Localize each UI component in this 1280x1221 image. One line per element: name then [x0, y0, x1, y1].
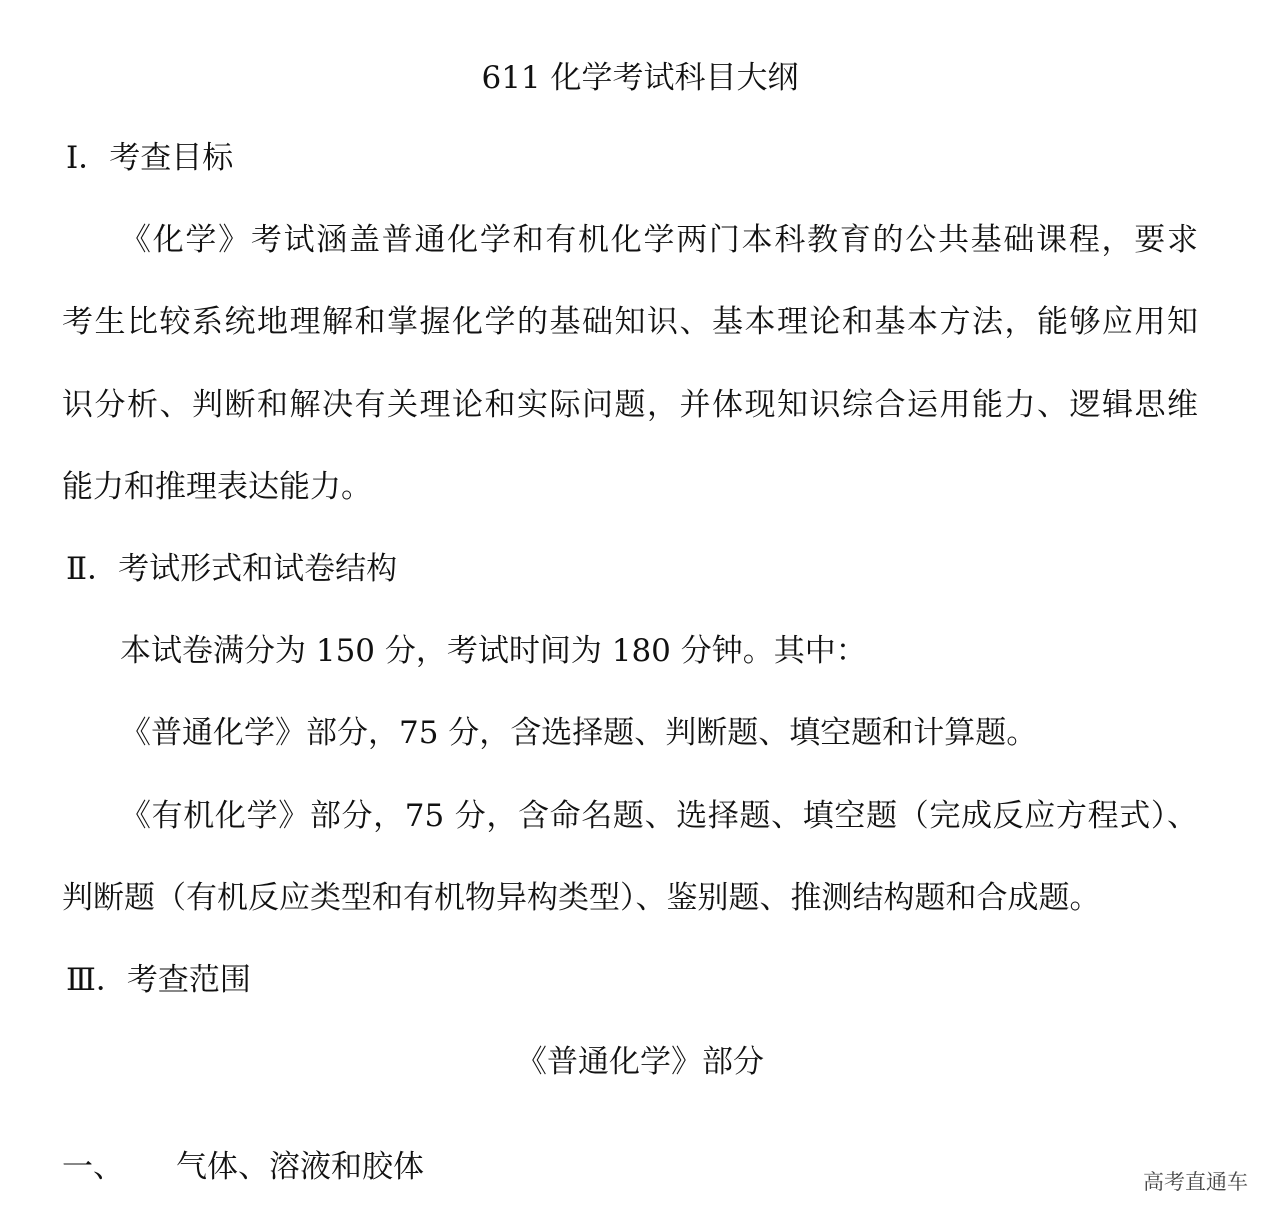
section-1-paragraph-line-4: 能力和推理表达能力。	[62, 469, 372, 505]
document-title: 611 化学考试科目大纲	[481, 60, 799, 96]
section-2-organic-line-2: 判断题（有机反应类型和有机物异构类型）、鉴别题、推测结构题和合成题。	[62, 880, 1101, 916]
section-3-item-number: 一、	[62, 1149, 124, 1185]
section-3-heading: Ⅲ．考查范围	[66, 962, 251, 998]
section-2-heading: Ⅱ．考试形式和试卷结构	[66, 551, 398, 587]
section-2-organic-line-1: 《有机化学》部分，75 分，含命名题、选择题、填空题（完成反应方程式）、	[120, 798, 1198, 834]
section-3-item-text: 气体、溶液和胶体	[176, 1149, 424, 1185]
watermark: 高考直通车	[1143, 1170, 1248, 1194]
section-2-intro: 本试卷满分为 150 分，考试时间为 180 分钟。其中：	[120, 633, 867, 669]
section-1-paragraph-line-2: 考生比较系统地理解和掌握化学的基础知识、基本理论和基本方法，能够应用知	[62, 304, 1198, 340]
section-3-subheading: 《普通化学》部分	[516, 1044, 764, 1080]
section-1-paragraph-line-1: 《化学》考试涵盖普通化学和有机化学两门本科教育的公共基础课程，要求	[120, 222, 1198, 258]
section-1-heading: Ⅰ．考查目标	[66, 140, 234, 176]
section-2-general-chemistry: 《普通化学》部分，75 分，含选择题、判断题、填空题和计算题。	[120, 715, 1038, 751]
section-1-paragraph-line-3: 识分析、判断和解决有关理论和实际问题，并体现知识综合运用能力、逻辑思维	[62, 387, 1198, 423]
